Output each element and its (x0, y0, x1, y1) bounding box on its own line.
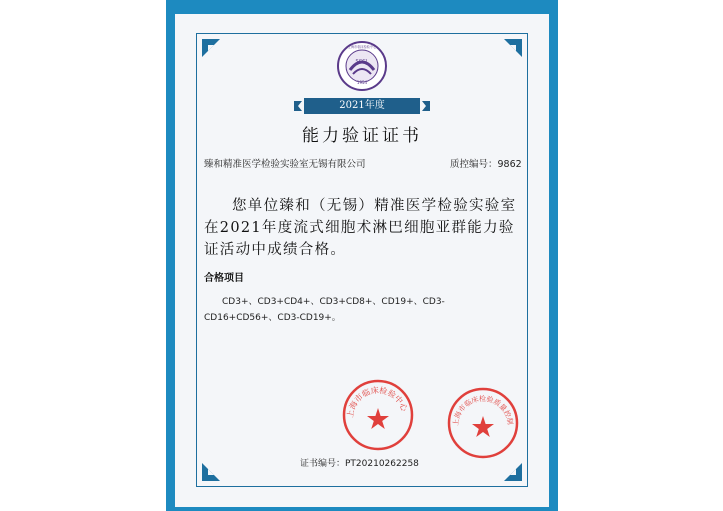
year-banner-text: 2021年度 (339, 100, 385, 111)
certificate-number: 证书编号：PT20210262258 (300, 459, 419, 469)
logo-org-text: 上海市临床检验中心 (347, 45, 377, 49)
corner-ornament-icon (200, 37, 226, 63)
corner-ornament-icon (498, 457, 524, 483)
logo-abbrev: SCCL (355, 59, 369, 65)
organization-name: 臻和精准医学检验实验室无锡有限公司 (204, 159, 366, 170)
qc-number: 质控编号：9862 (450, 159, 522, 170)
certificate-title: 能力验证证书 (302, 126, 422, 146)
logo-year: 1954 (356, 80, 368, 85)
seal-right-text: 上海市临床检验质量控制 (451, 394, 515, 427)
certificate-statement: 您单位臻和（无锡）精准医学检验实验室在2021年度流式细胞术淋巴细胞亚群能力验证活动中成绩合格。 (204, 198, 517, 258)
seal-left-stamp (341, 378, 415, 452)
qualified-items-heading: 合格项目 (204, 273, 244, 284)
corner-ornament-icon (498, 37, 524, 63)
qualified-items-list: CD3+、CD3+CD4+、CD3+CD8+、CD19+、CD3-CD16+CD56+、CD3-CD19+。 (204, 297, 445, 323)
corner-ornament-icon (200, 457, 226, 483)
seal-left-text: 上海市临床检验中心 (345, 385, 410, 419)
seal-right-stamp (446, 386, 520, 460)
sccl-logo (336, 40, 388, 92)
